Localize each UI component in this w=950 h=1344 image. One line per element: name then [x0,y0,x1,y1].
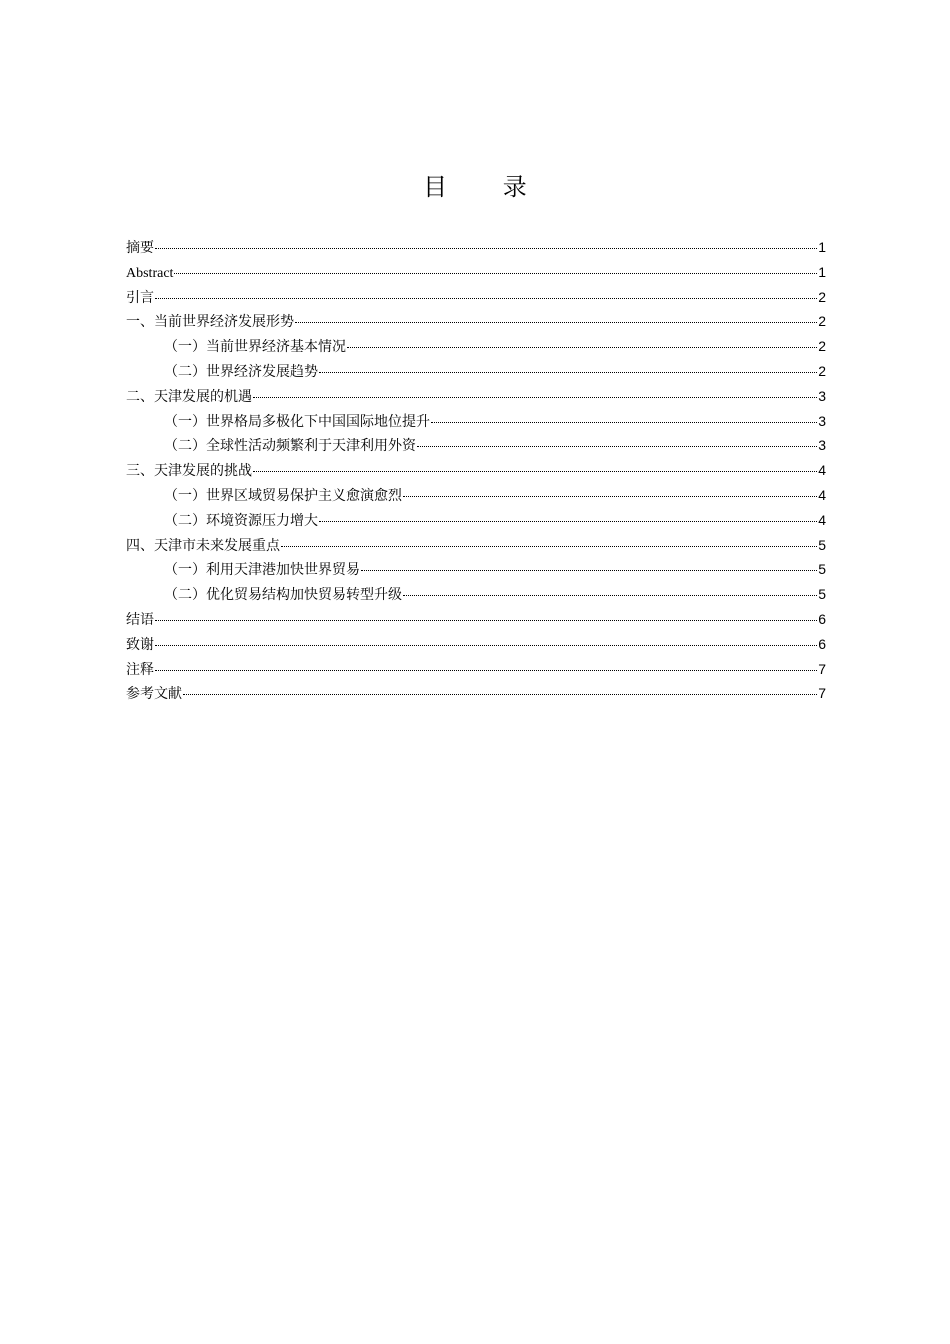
toc-entry-label: （二）全球性活动频繁利于天津利用外资 [164,438,416,455]
dot-leader [155,620,817,621]
toc-entry-label: （二）环境资源压力增大 [164,512,318,529]
dot-leader [183,694,817,695]
dot-leader [319,372,817,373]
toc-page-number: 7 [818,685,826,702]
toc-page-number: 3 [818,412,826,429]
dot-leader [281,546,817,547]
dot-leader [253,397,817,398]
toc-entry-section-4-2[interactable] [126,584,826,609]
toc-page-number: 2 [818,338,826,355]
dot-leader [361,570,817,571]
toc-entry-abstract-cn[interactable] [126,237,826,262]
toc-entry-label: （一）世界区域贸易保护主义愈演愈烈 [164,487,402,504]
toc-entry-section-3-1[interactable] [126,485,826,510]
toc-entry-label: （一）世界格局多极化下中国国际地位提升 [164,413,430,430]
dot-leader [431,422,817,423]
toc-entry-label: 四、天津市未来发展重点 [126,537,280,554]
toc-entry-label: （二）优化贸易结构加快贸易转型升级 [164,587,402,604]
toc-entry-label: 三、天津发展的挑战 [126,463,252,480]
dot-leader [347,347,817,348]
toc-page-number: 5 [818,561,826,578]
toc-entry-label: 摘要 [126,240,154,256]
toc-entry-label: 二、天津发展的机遇 [126,388,252,405]
toc-entry-label: （二）世界经济发展趋势 [164,363,318,380]
toc-entry-section-4[interactable] [126,535,826,560]
toc-entry-abstract-en[interactable] [126,262,826,287]
dot-leader [155,645,817,646]
toc-entry-notes[interactable] [126,659,826,684]
toc-entry-label: 结语 [126,611,154,628]
toc-entry-section-3[interactable] [126,460,826,485]
toc-page-number: 6 [818,635,826,652]
toc-entry-label: （一）利用天津港加快世界贸易 [164,562,360,579]
dot-leader [403,496,817,497]
toc-entry-section-2[interactable] [126,386,826,411]
dot-leader [155,298,817,299]
dot-leader [319,521,817,522]
page-title: 目 录 [423,173,551,201]
toc-page-number: 3 [818,437,826,454]
toc-entry-label: 致谢 [126,636,154,653]
toc-entry-label: （一）当前世界经济基本情况 [164,339,346,356]
toc-page-number: 4 [818,511,826,528]
toc-entry-acknowledgements[interactable] [126,634,826,659]
toc-entry-section-2-1[interactable] [126,411,826,436]
toc-page-number: 4 [818,486,826,503]
dot-leader [155,248,817,249]
toc-entry-section-1-2[interactable] [126,361,826,386]
toc-entry-references[interactable] [126,683,826,708]
toc-entry-section-1-1[interactable] [126,336,826,361]
dot-leader [417,446,817,447]
toc-page-number: 4 [818,462,826,479]
toc-page-number: 5 [818,586,826,603]
toc-page-number: 2 [818,313,826,330]
dot-leader [174,273,817,274]
toc-entry-label: 一、当前世界经济发展形势 [126,314,294,331]
dot-leader [295,322,817,323]
toc-entry-section-1[interactable] [126,311,826,336]
dot-leader [253,471,817,472]
toc-entry-introduction[interactable] [126,287,826,312]
toc-entry-section-3-2[interactable] [126,510,826,535]
toc-entry-label: Abstract [126,265,174,281]
toc-page-number: 7 [818,660,826,677]
toc-page-number: 2 [818,362,826,379]
toc-page-number: 1 [818,263,826,280]
toc-page-number: 2 [818,288,826,305]
toc-entry-conclusion[interactable] [126,609,826,634]
toc-page-number: 5 [818,536,826,553]
toc-page-number: 3 [818,387,826,404]
dot-leader [403,595,817,596]
toc-entry-label: 参考文献 [126,686,182,703]
dot-leader [155,670,817,671]
toc-entry-section-4-1[interactable] [126,559,826,584]
toc-page-number: 1 [818,239,826,255]
toc-entry-section-2-2[interactable] [126,435,826,460]
toc-entry-label: 引言 [126,289,154,306]
toc-entry-label: 注释 [126,661,154,678]
toc-page-number: 6 [818,610,826,627]
table-of-contents [126,237,826,708]
